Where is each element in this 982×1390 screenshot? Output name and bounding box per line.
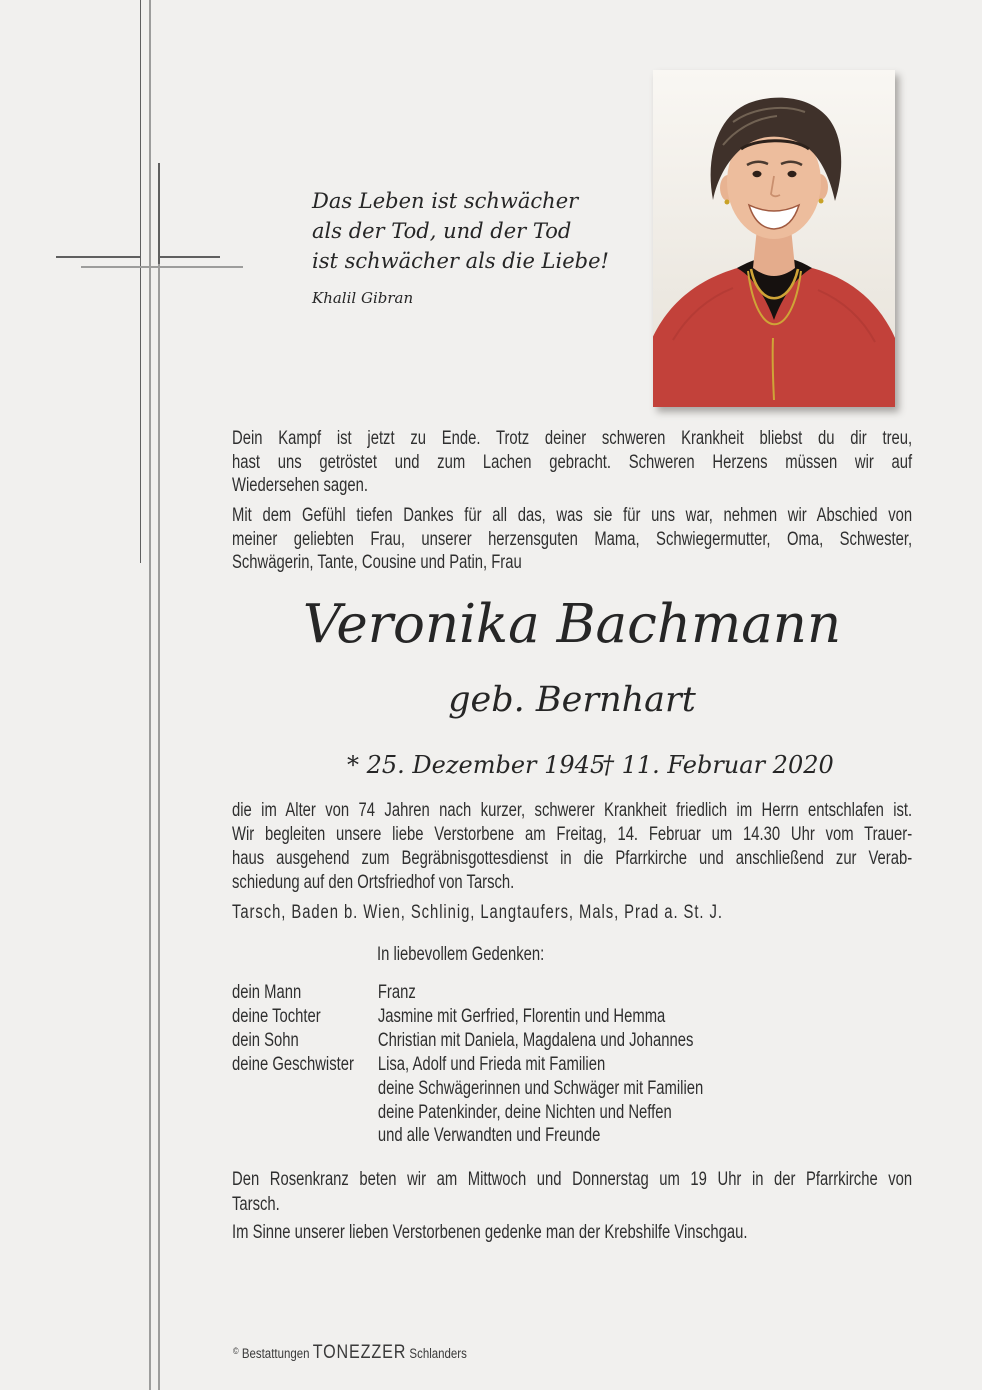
places-line: Tarsch, Baden b. Wien, Schlinig, Langtaufers, Mals, Prad a. St. J. [232,902,723,923]
maiden-name: geb. Bernhart [448,680,696,720]
death-date: † 11. Februar 2020 [602,751,834,779]
names-text: Christian mit Daniela, Magdalena und Johannes [377,1029,694,1051]
cross-vertical-line-shadow [158,264,160,1390]
remembrance-row [232,1077,912,1101]
text-line: schiedung auf den Ortsfriedhof von Tarsch. [232,872,515,893]
names-text: deine Schwägerinnen und Schwäger mit Familien [377,1077,704,1099]
credit-prefix: Bestattungen [241,1346,310,1361]
cross-horizontal-line-left [56,256,141,258]
thanks-paragraph [232,504,912,575]
text-line: haus ausgehend zum Begräbnisgottesdienst in die Pfarrkirche und anschließend zur Verab- [232,848,913,869]
names-text: Franz [377,982,416,1003]
text-line: die im Alter von 74 Jahren nach kurzer, schwerer Krankheit friedlich im Herrn entschlafen ist. [232,800,913,821]
quote-attribution: Khalil Gibran [312,289,414,307]
text-line: hast uns getröstet und zum Lachen gebracht. Schweren Herzens müssen wir auf [232,451,913,473]
cross-vertical-line-short-dark [158,163,160,264]
relation-label: deine Geschwister [232,1053,354,1075]
portrait-illustration [653,70,895,407]
rosary-paragraph [232,1168,912,1217]
text-line: Den Rosenkranz beten wir am Mittwoch und Donnerstag um 19 Uhr in der Pfarrkirche von [232,1169,913,1190]
eye-right [788,171,797,177]
cross-vertical-line-dark [140,0,141,563]
text-line: Mit dem Gefühl tiefen Dankes für all das, was sie für uns war, nehmen wir Abschied von [232,505,913,526]
deceased-name: Veronika Bachmann [302,594,842,655]
text-line: Wiedersehen sagen. [232,475,368,496]
credit-suffix: Schlanders [409,1346,467,1361]
relation-label: dein Sohn [232,1029,299,1051]
cross-vertical-line-long [149,0,151,1390]
portrait-photo [653,70,895,407]
quote-line: als der Tod, und der Tod [312,219,572,243]
funeral-home-brand: TONEZZER [312,1342,407,1363]
remembrance-row [232,1029,912,1053]
birth-date: * 25. Dezember 1945 [347,751,606,779]
relation-label: deine Tochter [232,1005,321,1027]
names-text: Jasmine mit Gerfried, Florentin und Hemma [377,1005,666,1027]
text-line: Wir begleiten unsere liebe Verstorbene am Freitag, 14. Februar um 14.30 Uhr vom Trauer- [232,824,913,845]
text-line: Schwägerin, Tante, Cousine und Patin, Frau [232,552,522,573]
donation-note: Im Sinne unserer lieben Verstorbenen gedenke man der Krebshilfe Vinschgau. [232,1222,748,1243]
funeral-home-credit [233,1340,974,1366]
remembrance-heading: In liebevollem Gedenken: [377,944,545,965]
remembrance-row [232,1124,912,1148]
remembrance-row [232,1101,912,1125]
remembrance-row [232,1053,912,1077]
cross-horizontal-line-right [160,256,220,258]
remembrance-row [232,981,912,1005]
quote-line: ist schwächer als die Liebe! [312,249,609,273]
quote-line: Das Leben ist schwächer [312,189,579,213]
farewell-paragraph [232,427,912,498]
names-text: Lisa, Adolf und Frieda mit Familien [377,1053,606,1075]
memorial-quote [312,186,609,313]
earring-left [725,200,730,205]
relation-label: dein Mann [232,982,302,1003]
earring-right [819,199,824,204]
text-line: meiner geliebten Frau, unserer herzensguten Mama, Schwiegermutter, Oma, Schwester, [232,528,913,550]
eye-left [753,171,762,177]
names-text: und alle Verwandten und Freunde [377,1125,601,1147]
remembrance-row [232,1005,912,1029]
funeral-paragraph [232,799,912,895]
cross-horizontal-line-shadow [81,266,243,268]
names-text: deine Patenkinder, deine Nichten und Neffen [377,1101,672,1123]
text-line: Tarsch. [232,1193,280,1215]
text-line: Dein Kampf ist jetzt zu Ende. Trotz deiner schweren Krankheit bliebst du dir treu, [232,428,913,449]
copyright-symbol: © [233,1346,239,1356]
remembrance-list [232,981,912,1148]
